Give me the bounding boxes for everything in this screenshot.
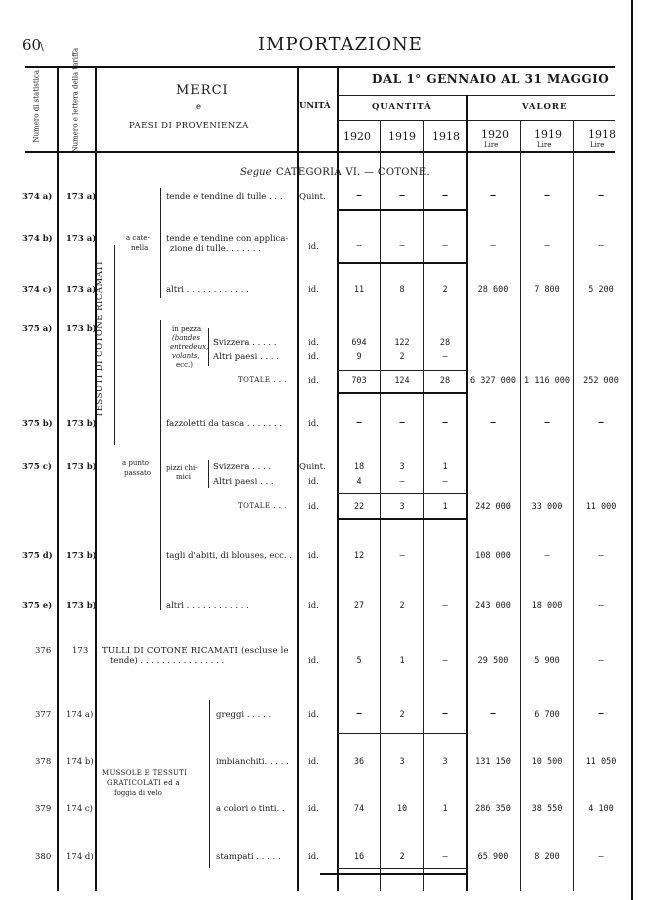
row-description: TOTALE . . . — [238, 376, 287, 384]
row-description: tende e tendine con applica- — [166, 234, 289, 244]
unit: id. — [308, 852, 319, 862]
value-1920: — — [490, 418, 496, 428]
qty-1920: 703 — [351, 376, 367, 386]
stat-number: 374 a) — [22, 192, 53, 202]
qty-1919: 124 — [394, 376, 410, 386]
unit: Quint. — [299, 192, 326, 202]
qty-1920: 5 — [356, 656, 362, 666]
header-q-1919: 1919 — [388, 130, 416, 143]
stat-number: 380 — [35, 852, 52, 862]
group-punto-2: passato — [124, 469, 152, 477]
group-mussole-2: GRATICOLATI ed a — [107, 779, 180, 787]
value-1919: — — [544, 241, 550, 251]
col-line-v1918 — [573, 120, 574, 891]
value-1918: — — [598, 551, 604, 561]
qty-1919: — — [399, 241, 405, 251]
unit: id. — [308, 376, 319, 386]
value-1920: — — [490, 709, 496, 719]
qty-1920: 9 — [356, 352, 362, 362]
value-1919: — — [544, 191, 550, 201]
value-1919: 1 116 000 — [523, 376, 571, 386]
qty-1919: 3 — [399, 757, 405, 767]
stat-number: 377 — [35, 710, 52, 720]
col-line-q1919 — [380, 120, 381, 891]
header-q-1920: 1920 — [343, 130, 371, 143]
value-1920: — — [490, 241, 496, 251]
page-number: 60 — [22, 36, 42, 54]
qty-1920: 16 — [353, 852, 365, 862]
row-description: Svizzera . . . . . — [213, 338, 277, 348]
group-tessuti-ricamati: TESSUTI DI COTONE RICAMATI — [94, 261, 105, 418]
value-1918: — — [598, 418, 604, 428]
period-underline — [338, 95, 615, 96]
qty-1918: — — [442, 191, 448, 201]
qty-1920: 27 — [353, 601, 365, 611]
qty-1919: 122 — [394, 338, 410, 348]
tariff-number: 173 a) — [66, 285, 97, 295]
value-1919: 33 000 — [531, 502, 563, 512]
unit: id. — [308, 477, 319, 487]
qty-1919: 2 — [399, 601, 405, 611]
stat-number: 378 — [35, 757, 52, 767]
qty-1919: — — [399, 191, 405, 201]
unit: id. — [308, 656, 319, 666]
unit: id. — [308, 285, 319, 295]
value-1919: 8 200 — [534, 852, 560, 862]
qty-1918: 1 — [442, 804, 448, 814]
value-1920: 243 000 — [475, 601, 511, 611]
value-1918: 252 000 — [583, 376, 619, 386]
value-1918: 11 000 — [585, 502, 617, 512]
header-numero-tariffa: Numero e lettera della tariffa — [71, 47, 80, 153]
stat-number: 376 — [35, 646, 52, 656]
qty-1920: 4 — [356, 477, 362, 487]
group-catenella-2: nella — [131, 244, 149, 252]
group-pezza-5: ecc.) — [176, 361, 193, 369]
header-lire-1918: Lire — [590, 141, 605, 149]
row-description: Altri paesi . . . — [213, 477, 274, 487]
tariff-number: 173 b) — [66, 462, 97, 472]
qty-1919: 1 — [399, 656, 405, 666]
tariff-number: 174 b) — [66, 757, 94, 767]
group-punto-1: a punto — [122, 459, 149, 467]
tariff-number: 174 c) — [66, 804, 94, 814]
row-description: altri . . . . . . . . . . . . — [166, 601, 249, 611]
col-line-q1918 — [423, 120, 424, 891]
qty-1918: — — [442, 709, 448, 719]
row-rule — [337, 392, 466, 394]
header-merci: MERCI — [176, 83, 229, 98]
header-quantita: QUANTITÀ — [372, 102, 432, 112]
group-pezza-1: in pezza — [172, 325, 202, 333]
value-1918: — — [598, 191, 604, 201]
group-catenella-1: a cate- — [126, 234, 150, 242]
header-v-1919: 1919 — [534, 128, 562, 141]
qty-1919: — — [399, 551, 405, 561]
header-period: DAL 1° GENNAIO AL 31 MAGGIO — [372, 72, 610, 86]
tariff-number: 173 a) — [66, 234, 97, 244]
qty-1920: — — [356, 241, 362, 251]
bracket-punto — [160, 320, 161, 610]
bracket-catenella — [160, 188, 161, 298]
tariff-number: 173 — [72, 646, 89, 656]
header-lire-1920: Lire — [484, 141, 499, 149]
group-pezza-4: volants, — [172, 352, 200, 360]
value-1919: 6 700 — [534, 710, 560, 720]
value-1920: 242 000 — [475, 502, 511, 512]
header-q-1918: 1918 — [432, 130, 460, 143]
col-line-unita — [297, 66, 299, 891]
value-1918: 5 200 — [588, 285, 614, 295]
value-1920: 108 000 — [475, 551, 511, 561]
page-title: IMPORTAZIONE — [258, 34, 423, 55]
value-1920: 6 327 000 — [469, 376, 517, 386]
qty-1920: — — [356, 709, 362, 719]
value-1920: — — [490, 191, 496, 201]
tariff-number: 173 b) — [66, 419, 97, 429]
qty-1919: 3 — [399, 502, 405, 512]
bracket-pezza — [208, 328, 209, 366]
qty-1919: 2 — [399, 852, 405, 862]
row-rule — [320, 873, 466, 875]
qty-1918: — — [442, 601, 448, 611]
value-1920: 28 600 — [477, 285, 509, 295]
tariff-number: 174 d) — [66, 852, 94, 862]
col-line-right — [631, 0, 633, 900]
row-rule — [337, 868, 466, 869]
unit: id. — [308, 419, 319, 429]
unit: id. — [308, 502, 319, 512]
stat-number: 374 c) — [22, 285, 52, 295]
qty-1919: — — [399, 477, 405, 487]
stat-number: 375 d) — [22, 551, 53, 561]
row-description: tende e tendine di tulle . . . — [166, 192, 283, 202]
group-pezza-3: entredeux, — [170, 343, 209, 351]
row-rule — [337, 209, 466, 211]
value-1919: 18 000 — [531, 601, 563, 611]
unit: id. — [308, 757, 319, 767]
row-description: stampati . . . . . — [216, 852, 281, 862]
qty-1920: 12 — [353, 551, 365, 561]
unit: Quint. — [299, 462, 326, 472]
qty-1918: — — [442, 241, 448, 251]
row-description: Svizzera . . . . — [213, 462, 272, 472]
qty-1919: — — [399, 418, 405, 428]
value-1919: — — [544, 418, 550, 428]
header-v-1920: 1920 — [481, 128, 509, 141]
qty-1918: — — [442, 418, 448, 428]
qty-1919: 8 — [399, 285, 405, 295]
row-description-cont: zione di tulle. . . . . . . — [170, 244, 261, 254]
qty-1918: 3 — [442, 757, 448, 767]
value-1918: 11 050 — [585, 757, 617, 767]
qty-1920: 694 — [351, 338, 367, 348]
qty-1920: 18 — [353, 462, 365, 472]
unit: id. — [308, 242, 319, 252]
header-unita: UNITÀ — [299, 101, 331, 111]
category-label: CATEGORIA VI. — COTONE. — [276, 167, 430, 178]
row-rule — [337, 518, 466, 520]
row-rule — [337, 733, 466, 734]
unit: id. — [308, 352, 319, 362]
qty-1919: 10 — [396, 804, 408, 814]
group-pizzi-2: mici — [176, 473, 192, 481]
group-mussole-3: foggia di velo — [114, 789, 162, 797]
qty-1918: — — [442, 852, 448, 862]
header-paesi: PAESI DI PROVENIENZA — [129, 121, 249, 131]
col-line-v1919 — [520, 120, 521, 891]
value-1918: — — [598, 656, 604, 666]
col-line-tariffa — [95, 66, 97, 891]
qty-1920: 74 — [353, 804, 365, 814]
stat-number: 375 c) — [22, 462, 52, 472]
value-1919: — — [544, 551, 550, 561]
row-rule — [337, 262, 466, 264]
value-1919: 7 800 — [534, 285, 560, 295]
qty-1918: — — [442, 352, 448, 362]
stat-number: 375 a) — [22, 324, 53, 334]
row-description: fazzoletti da tasca . . . . . . . — [166, 419, 282, 429]
row-description: tagli d'abiti, di blouses, ecc. . — [166, 551, 293, 561]
value-1920: 286 350 — [475, 804, 511, 814]
unit: id. — [308, 551, 319, 561]
value-1918: 4 100 — [588, 804, 614, 814]
row-description: imbianchiti. . . . . — [216, 757, 289, 767]
group-pezza-2: (bandes — [172, 334, 201, 342]
qty-1920: 11 — [353, 285, 365, 295]
unit: id. — [308, 804, 319, 814]
value-1919: 10 500 — [531, 757, 563, 767]
row-description: Altri paesi . . . . — [213, 352, 279, 362]
tariff-number: 174 a) — [66, 710, 94, 720]
header-top-rule — [25, 66, 615, 68]
qty-1918: 28 — [439, 376, 451, 386]
tariff-number: 173 b) — [66, 324, 97, 334]
qty-1918: 1 — [442, 502, 448, 512]
value-1920: 65 900 — [477, 852, 509, 862]
qty-1918: 1 — [442, 462, 448, 472]
qty-1918: — — [442, 477, 448, 487]
header-lire-1919: Lire — [537, 141, 552, 149]
qty-1920: 22 — [353, 502, 365, 512]
group-pizzi-1: pizzi chi- — [166, 464, 198, 472]
group-mussole-1: MUSSOLE E TESSUTI — [102, 769, 188, 777]
value-1920: 29 500 — [477, 656, 509, 666]
tariff-number: 173 b) — [66, 551, 97, 561]
col-line-q1920 — [337, 66, 339, 891]
col-line-stat — [57, 66, 59, 891]
stat-number: 379 — [35, 804, 52, 814]
qty-1919: 2 — [399, 352, 405, 362]
value-1920: 131 150 — [475, 757, 511, 767]
bracket-pizzi — [208, 460, 209, 488]
tariff-number: 173 b) — [66, 601, 97, 611]
value-1919: 38 550 — [531, 804, 563, 814]
row-description: greggi . . . . . — [216, 710, 272, 720]
row-rule — [337, 493, 466, 494]
category-segue: Segue — [240, 167, 272, 178]
header-numero-statistica: Numero di statistica — [32, 69, 41, 143]
row-description: a colori o tinti. . — [216, 804, 285, 814]
header-bottom-rule — [25, 151, 615, 153]
value-1918: — — [598, 241, 604, 251]
header-v-1918: 1918 — [588, 128, 616, 141]
value-1919: 5 900 — [534, 656, 560, 666]
qty-1920: 36 — [353, 757, 365, 767]
qty-1919: 2 — [399, 710, 405, 720]
qty-1920: — — [356, 418, 362, 428]
row-description: TULLI DI COTONE RICAMATI (escluse le — [102, 646, 289, 656]
stat-number: 375 e) — [22, 601, 53, 611]
col-line-v1920 — [466, 95, 468, 891]
qty-1918: — — [442, 656, 448, 666]
bracket-mussole — [209, 700, 210, 868]
header-valore: VALORE — [522, 102, 568, 112]
stat-number: 375 b) — [22, 419, 53, 429]
stat-number: 374 b) — [22, 234, 53, 244]
unit: id. — [308, 338, 319, 348]
header-e: e — [196, 102, 202, 112]
bracket-tessuti — [114, 245, 115, 445]
qty-1920: — — [356, 191, 362, 201]
tariff-number: 173 a) — [66, 192, 97, 202]
qty-1918: 28 — [439, 338, 451, 348]
unit: id. — [308, 710, 319, 720]
row-description-cont: tende) . . . . . . . . . . . . . . . . — [110, 656, 225, 666]
value-1918: — — [598, 852, 604, 862]
row-description: TOTALE . . . — [238, 502, 287, 510]
page-mark: \ — [40, 40, 44, 53]
qty-1918: 2 — [442, 285, 448, 295]
row-description: altri . . . . . . . . . . . . — [166, 285, 249, 295]
unit: id. — [308, 601, 319, 611]
qty-1919: 3 — [399, 462, 405, 472]
value-1918: — — [598, 601, 604, 611]
value-1918: — — [598, 709, 604, 719]
row-rule — [337, 370, 466, 371]
